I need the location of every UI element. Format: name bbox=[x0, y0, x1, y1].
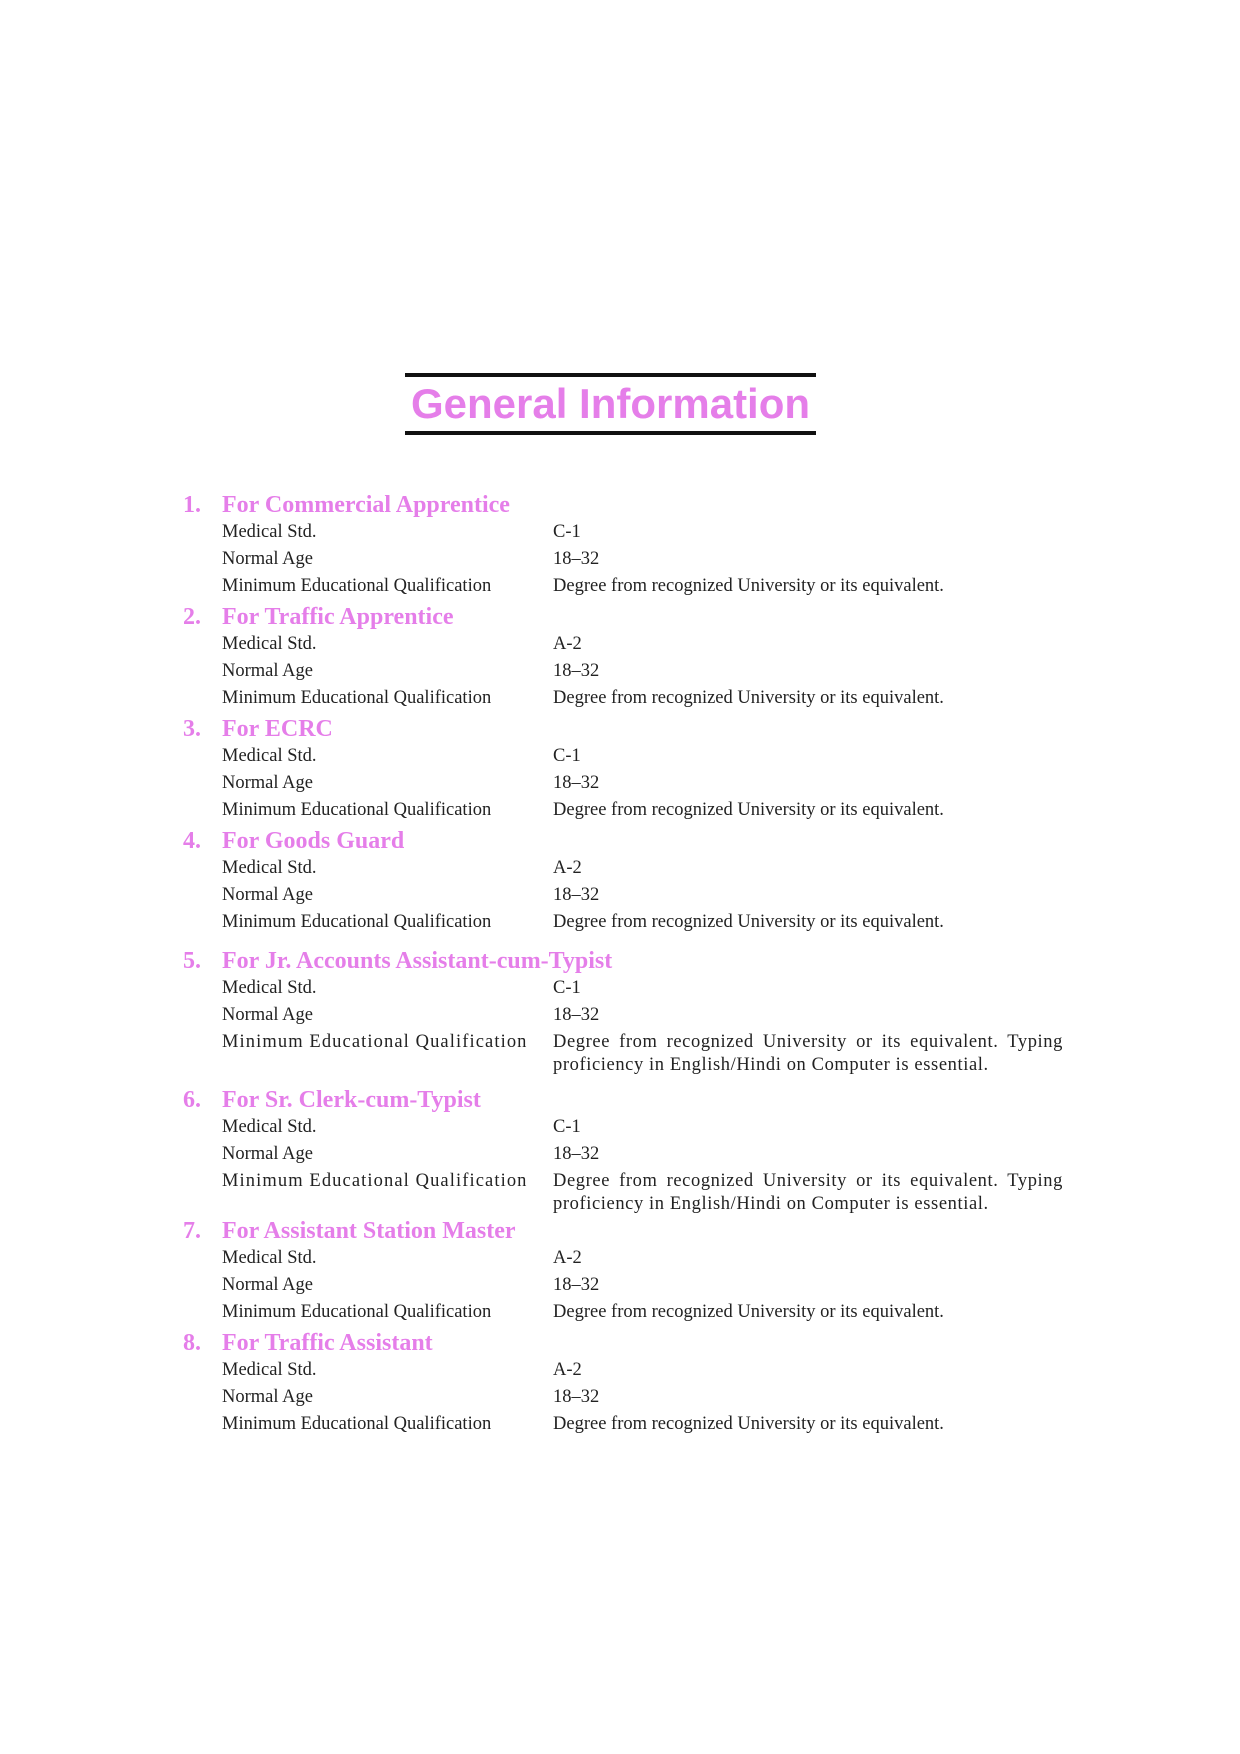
section-heading bbox=[183, 490, 1063, 521]
age-value: 18–32 bbox=[553, 885, 600, 905]
section-traffic-assistant bbox=[183, 1328, 1063, 1440]
medical-value: A-2 bbox=[553, 634, 582, 654]
section-assistant-station-master bbox=[183, 1216, 1063, 1328]
age-row bbox=[222, 1274, 1063, 1301]
age-label: Normal Age bbox=[222, 1144, 313, 1164]
qualification-row bbox=[222, 911, 1063, 938]
medical-value: C-1 bbox=[553, 1117, 581, 1137]
section-sr-clerk-typist bbox=[183, 1085, 1063, 1216]
age-label: Normal Age bbox=[222, 1275, 313, 1295]
qualification-label: Minimum Educational Qualification bbox=[222, 688, 492, 708]
section-heading bbox=[183, 946, 1063, 977]
section-title: For Traffic Assistant bbox=[222, 1330, 433, 1356]
medical-row bbox=[222, 977, 1063, 1004]
medical-row bbox=[222, 633, 1063, 660]
qualification-value: Degree from recognized University or its equivalent. bbox=[553, 800, 944, 820]
age-label: Normal Age bbox=[222, 1005, 313, 1025]
qualification-label: Minimum Educational Qualification bbox=[222, 800, 492, 820]
age-label: Normal Age bbox=[222, 661, 313, 681]
qualification-label: Minimum Educational Qualification bbox=[222, 576, 492, 596]
section-title: For ECRC bbox=[222, 716, 333, 742]
qualification-label: Minimum Educational Qualification bbox=[222, 1032, 528, 1052]
section-jr-accounts-assistant bbox=[183, 946, 1063, 1077]
medical-label: Medical Std. bbox=[222, 1248, 317, 1268]
qualification-value: Degree from recognized University or its equivalent. bbox=[553, 1414, 944, 1434]
section-heading bbox=[183, 1085, 1063, 1116]
medical-row bbox=[222, 521, 1063, 548]
section-title: For Commercial Apprentice bbox=[222, 492, 510, 518]
age-value: 18–32 bbox=[553, 1275, 600, 1295]
age-value: 18–32 bbox=[553, 661, 600, 681]
section-title: For Jr. Accounts Assistant-cum-Typist bbox=[222, 948, 613, 974]
age-label: Normal Age bbox=[222, 1387, 313, 1407]
age-label: Normal Age bbox=[222, 549, 313, 569]
section-commercial-apprentice bbox=[183, 490, 1063, 602]
medical-value: A-2 bbox=[553, 858, 582, 878]
qualification-row bbox=[222, 575, 1063, 602]
medical-value: A-2 bbox=[553, 1360, 582, 1380]
qualification-row bbox=[222, 1301, 1063, 1328]
age-value: 18–32 bbox=[553, 1144, 600, 1164]
qualification-value: Degree from recognized University or its equivalent. bbox=[553, 688, 944, 708]
age-value: 18–32 bbox=[553, 773, 600, 793]
qualification-row bbox=[222, 1413, 1063, 1440]
qualification-label: Minimum Educational Qualification bbox=[222, 1171, 528, 1191]
qualification-label: Minimum Educational Qualification bbox=[222, 1302, 492, 1322]
section-title: For Sr. Clerk-cum-Typist bbox=[222, 1087, 481, 1113]
qualification-row bbox=[222, 687, 1063, 714]
section-ecrc bbox=[183, 714, 1063, 826]
section-number: 5. bbox=[183, 948, 201, 974]
section-heading bbox=[183, 714, 1063, 745]
age-label: Normal Age bbox=[222, 773, 313, 793]
medical-label: Medical Std. bbox=[222, 1117, 317, 1137]
section-number: 1. bbox=[183, 492, 201, 518]
medical-label: Medical Std. bbox=[222, 978, 317, 998]
qualification-row bbox=[222, 1170, 1063, 1216]
section-number: 7. bbox=[183, 1218, 201, 1244]
title-box bbox=[405, 373, 816, 435]
qualification-row bbox=[222, 1031, 1063, 1077]
age-row bbox=[222, 772, 1063, 799]
section-goods-guard bbox=[183, 826, 1063, 938]
age-value: 18–32 bbox=[553, 549, 600, 569]
section-title: For Goods Guard bbox=[222, 828, 405, 854]
spacer bbox=[183, 1077, 1063, 1085]
age-row bbox=[222, 884, 1063, 911]
medical-label: Medical Std. bbox=[222, 858, 317, 878]
age-value: 18–32 bbox=[553, 1005, 600, 1025]
section-heading bbox=[183, 826, 1063, 857]
section-traffic-apprentice bbox=[183, 602, 1063, 714]
section-number: 8. bbox=[183, 1330, 201, 1356]
section-heading bbox=[183, 602, 1063, 633]
medical-row bbox=[222, 1247, 1063, 1274]
qualification-row bbox=[222, 799, 1063, 826]
section-number: 2. bbox=[183, 604, 201, 630]
spacer bbox=[183, 938, 1063, 946]
medical-row bbox=[222, 1359, 1063, 1386]
page-title: General Information bbox=[410, 380, 811, 427]
medical-label: Medical Std. bbox=[222, 634, 317, 654]
medical-row bbox=[222, 857, 1063, 884]
section-number: 4. bbox=[183, 828, 201, 854]
qualification-value: Degree from recognized University or its equivalent. bbox=[553, 1302, 944, 1322]
section-title: For Traffic Apprentice bbox=[222, 604, 454, 630]
age-row bbox=[222, 1386, 1063, 1413]
qualification-value: Degree from recognized University or its equivalent. Typing proficiency in English/Hindi on Computer is essential. bbox=[553, 1032, 1063, 1075]
medical-value: A-2 bbox=[553, 1248, 582, 1268]
age-label: Normal Age bbox=[222, 885, 313, 905]
medical-label: Medical Std. bbox=[222, 746, 317, 766]
medical-label: Medical Std. bbox=[222, 1360, 317, 1380]
qualification-value: Degree from recognized University or its equivalent. Typing proficiency in English/Hindi on Computer is essential. bbox=[553, 1171, 1063, 1214]
section-heading bbox=[183, 1328, 1063, 1359]
age-row bbox=[222, 660, 1063, 687]
qualification-value: Degree from recognized University or its equivalent. bbox=[553, 912, 944, 932]
medical-row bbox=[222, 1116, 1063, 1143]
age-row bbox=[222, 1143, 1063, 1170]
medical-value: C-1 bbox=[553, 978, 581, 998]
age-value: 18–32 bbox=[553, 1387, 600, 1407]
qualification-label: Minimum Educational Qualification bbox=[222, 1414, 492, 1434]
medical-value: C-1 bbox=[553, 522, 581, 542]
age-row bbox=[222, 1004, 1063, 1031]
qualification-label: Minimum Educational Qualification bbox=[222, 912, 492, 932]
qualification-value: Degree from recognized University or its equivalent. bbox=[553, 576, 944, 596]
age-row bbox=[222, 548, 1063, 575]
section-number: 3. bbox=[183, 716, 201, 742]
sections-list bbox=[183, 490, 1063, 1440]
medical-label: Medical Std. bbox=[222, 522, 317, 542]
medical-value: C-1 bbox=[553, 746, 581, 766]
section-heading bbox=[183, 1216, 1063, 1247]
section-title: For Assistant Station Master bbox=[222, 1218, 516, 1244]
medical-row bbox=[222, 745, 1063, 772]
section-number: 6. bbox=[183, 1087, 201, 1113]
